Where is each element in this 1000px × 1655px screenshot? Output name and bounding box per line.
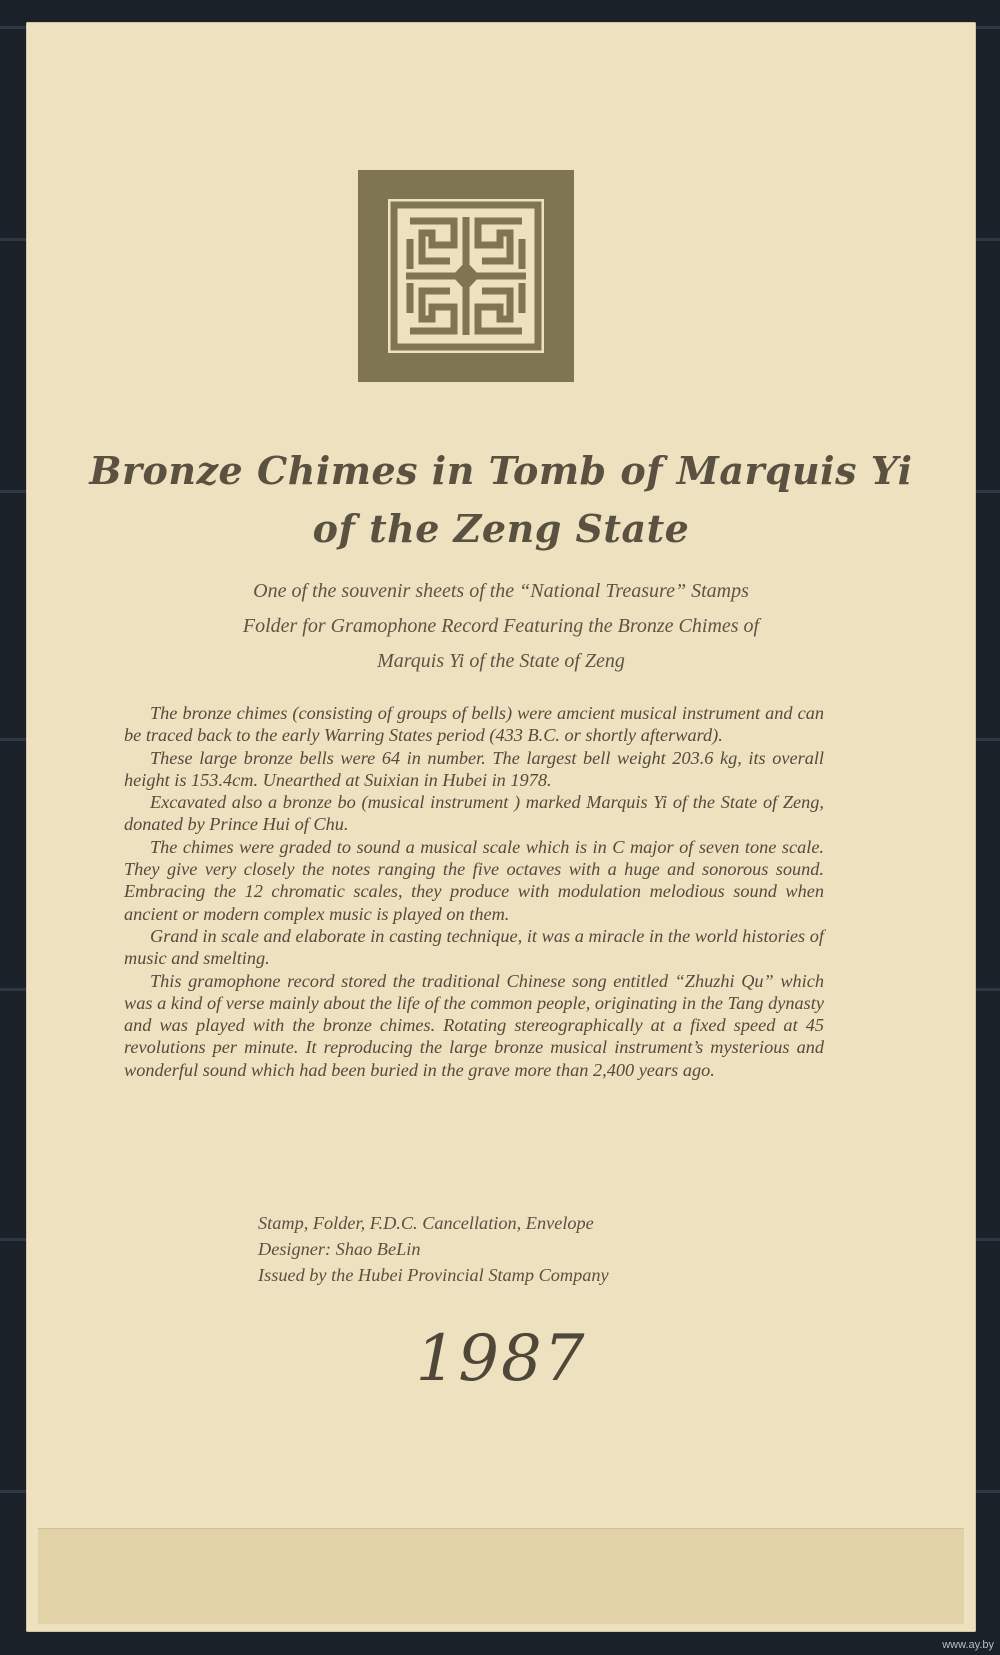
description-paragraph: Grand in scale and elaborate in casting technique, it was a miracle in the world histories of music and smelting.	[124, 925, 824, 969]
issue-year: 1987	[415, 1322, 587, 1396]
subtitle-line: Marquis Yi of the State of Zeng	[377, 650, 625, 672]
credit-line: Issued by the Hubei Provincial Stamp Company	[258, 1265, 609, 1285]
folder-flap	[38, 1528, 964, 1624]
fret-pattern-emblem	[358, 170, 574, 382]
description-paragraph: This gramophone record stored the traditional Chinese song entitled “Zhuzhi Qu” which was a kind of verse mainly about the life of the common people, originating in the Tang dynasty and was played with the bronze chimes. Rotating stereographically at a fixed speed at 45 revolutions per minute. It reproducing the large bronze musical instrument’s mysterious and wonderful sound which had been buried in the grave more than 2,400 years ago.	[124, 970, 824, 1080]
description-text	[124, 702, 824, 1081]
record-folder	[26, 22, 976, 1632]
credit-line: Designer: Shao BeLin	[258, 1239, 421, 1259]
title-line: Bronze Chimes in Tomb of Marquis Yi	[89, 448, 913, 493]
subtitle-line: One of the souvenir sheets of the “National Treasure” Stamps	[253, 580, 749, 602]
folder-subtitle	[26, 574, 976, 679]
description-paragraph: Excavated also a bronze bo (musical instrument ) marked Marquis Yi of the State of Zeng, donated by Prince Hui of Chu.	[124, 792, 824, 835]
description-paragraph: The bronze chimes (consisting of groups of bells) were amcient musical instrument and can be traced back to the early Warring States period (433 B.C. or shortly afterward).	[124, 703, 824, 746]
folder-title	[26, 442, 976, 558]
description-paragraph: The chimes were graded to sound a musical scale which is in C major of seven tone scale. They give very closely the notes ranging the five octaves with a huge and sonorous sound. Embracing the 12 chromatic scales, they produce with modulation melodious sound when ancient or modern complex music is played on them.	[124, 836, 824, 924]
credit-line: Stamp, Folder, F.D.C. Cancellation, Envelope	[258, 1213, 594, 1233]
emblem-panel	[388, 199, 544, 353]
credits-block	[258, 1210, 778, 1288]
fret-pattern-icon	[388, 199, 544, 353]
site-watermark: www.ay.by	[942, 1639, 994, 1651]
subtitle-line: Folder for Gramophone Record Featuring the Bronze Chimes of	[242, 615, 760, 637]
description-paragraph: These large bronze bells were 64 in number. The largest bell weight 203.6 kg, its overall height is 153.4cm. Unearthed at Suixian in Hubei in 1978.	[124, 747, 824, 790]
title-line: of the Zeng State	[312, 506, 690, 551]
